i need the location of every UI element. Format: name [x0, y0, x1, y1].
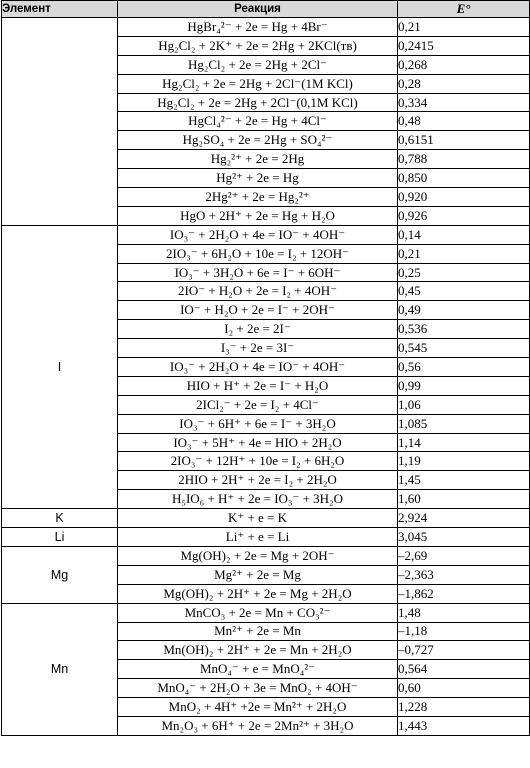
reaction-cell: Mg(OH)₂ + 2e = Mg + 2OH⁻ [118, 546, 398, 565]
reaction-cell: 2IO⁻ + H₂O + 2e = I₂ + 4OH⁻ [118, 282, 398, 301]
header-potential: E° [398, 1, 530, 18]
potential-cell: 0,545 [398, 339, 530, 358]
potential-cell: 0,21 [398, 244, 530, 263]
header-reaction: Реакция [118, 1, 398, 18]
table-row [2, 528, 530, 547]
potential-cell: 1,60 [398, 490, 530, 509]
table-row [2, 603, 530, 622]
reaction-cell: MnCO₃ + 2e = Mn + CO₃²⁻ [118, 603, 398, 622]
potential-cell: 1,085 [398, 414, 530, 433]
potential-cell: 0,850 [398, 169, 530, 188]
reaction-cell: 2HIO + 2H⁺ + 2e = I₂ + 2H₂O [118, 471, 398, 490]
potential-cell: 0,21 [398, 18, 530, 37]
reaction-cell: Mg²⁺ + 2e = Mg [118, 565, 398, 584]
potential-cell: 0,268 [398, 55, 530, 74]
reaction-cell: Mn₂O₃ + 6H⁺ + 2e = 2Mn²⁺ + 3H₂O [118, 716, 398, 735]
potential-cell: –1,18 [398, 622, 530, 641]
potential-cell: 0,2415 [398, 36, 530, 55]
reaction-cell: Mg(OH)₂ + 2H⁺ + 2e = Mg + 2H₂O [118, 584, 398, 603]
potential-cell: 0,6151 [398, 131, 530, 150]
element-cell: Mn [2, 603, 118, 735]
potential-cell: 0,45 [398, 282, 530, 301]
reaction-cell: Hg₂Cl₂ + 2K⁺ + 2e = 2Hg + 2KCl(тв) [118, 36, 398, 55]
reaction-cell: Hg₂SO₄ + 2e = 2Hg + SO₄²⁻ [118, 131, 398, 150]
reaction-cell: 2Hg²⁺ + 2e = Hg₂²⁺ [118, 188, 398, 207]
reaction-cell: IO₃⁻ + 3H₂O + 6e = I⁻ + 6OH⁻ [118, 263, 398, 282]
reaction-cell: IO⁻ + H₂O + 2e = I⁻ + 2OH⁻ [118, 301, 398, 320]
table-body [2, 18, 530, 736]
reaction-cell: MnO₄⁻ + e = MnO₄²⁻ [118, 660, 398, 679]
reaction-cell: HgBr₄²⁻ + 2e = Hg + 4Br⁻ [118, 18, 398, 37]
table-row [2, 546, 530, 565]
reaction-cell: IO₃⁻ + 2H₂O + 4e = IO⁻ + 4OH⁻ [118, 358, 398, 377]
potential-cell: –1,862 [398, 584, 530, 603]
table-row [2, 509, 530, 528]
potential-cell: 0,926 [398, 206, 530, 225]
potential-cell: 0,920 [398, 188, 530, 207]
potential-cell: 1,45 [398, 471, 530, 490]
table-row [2, 18, 530, 37]
reaction-cell: Hg₂Cl₂ + 2e = 2Hg + 2Cl⁻(1M KCl) [118, 74, 398, 93]
potential-cell: 0,25 [398, 263, 530, 282]
potential-cell: 0,334 [398, 93, 530, 112]
reaction-cell: 2IO₃⁻ + 12H⁺ + 10e = I₂ + 6H₂O [118, 452, 398, 471]
potential-cell: 0,788 [398, 150, 530, 169]
potential-cell: 1,19 [398, 452, 530, 471]
reaction-cell: Hg₂²⁺ + 2e = 2Hg [118, 150, 398, 169]
potential-cell: 1,443 [398, 716, 530, 735]
reaction-cell: HgCl₄²⁻ + 2e = Hg + 4Cl⁻ [118, 112, 398, 131]
reaction-cell: Hg₂Cl₂ + 2e = 2Hg + 2Cl⁻ [118, 55, 398, 74]
reaction-cell: Li⁺ + e = Li [118, 528, 398, 547]
potential-cell: 1,06 [398, 395, 530, 414]
reaction-cell: H₅IO₆ + H⁺ + 2e = IO₃⁻ + 3H₂O [118, 490, 398, 509]
element-cell: Mg [2, 546, 118, 603]
reaction-cell: HgO + 2H⁺ + 2e = Hg + H₂O [118, 206, 398, 225]
potential-cell: 0,56 [398, 358, 530, 377]
potential-cell: –2,363 [398, 565, 530, 584]
reaction-cell: MnO₄⁻ + 2H₂O + 3e = MnO₂ + 4OH⁻ [118, 679, 398, 698]
reaction-cell: IO₃⁻ + 5H⁺ + 4e = HIO + 2H₂O [118, 433, 398, 452]
potential-cell: 0,28 [398, 74, 530, 93]
potentials-table [1, 0, 530, 736]
reaction-cell: Mn²⁺ + 2e = Mn [118, 622, 398, 641]
potential-cell: 0,48 [398, 112, 530, 131]
reaction-cell: I₃⁻ + 2e = 3I⁻ [118, 339, 398, 358]
reaction-cell: K⁺ + e = K [118, 509, 398, 528]
potential-cell: –2,69 [398, 546, 530, 565]
potential-cell: 0,14 [398, 225, 530, 244]
potential-cell: 0,99 [398, 376, 530, 395]
potential-cell: 0,60 [398, 679, 530, 698]
header-element: Элемент [2, 1, 118, 18]
potential-cell: 1,228 [398, 698, 530, 717]
potential-cell: 1,48 [398, 603, 530, 622]
reaction-cell: Mn(OH)₂ + 2H⁺ + 2e = Mn + 2H₂O [118, 641, 398, 660]
reaction-cell: IO₃⁻ + 2H₂O + 4e = IO⁻ + 4OH⁻ [118, 225, 398, 244]
potential-cell: 1,14 [398, 433, 530, 452]
potential-cell: 0,49 [398, 301, 530, 320]
table-row [2, 225, 530, 244]
potential-cell: –0,727 [398, 641, 530, 660]
element-cell: I [2, 225, 118, 508]
element-cell [2, 18, 118, 226]
reaction-cell: Hg²⁺ + 2e = Hg [118, 169, 398, 188]
reaction-cell: Hg₂Cl₂ + 2e = 2Hg + 2Cl⁻(0,1M KCl) [118, 93, 398, 112]
reaction-cell: MnO₂ + 4H⁺ +2e = Mn²⁺ + 2H₂O [118, 698, 398, 717]
reaction-cell: 2ICl₂⁻ + 2e = I₂ + 4Cl⁻ [118, 395, 398, 414]
potential-cell: 3,045 [398, 528, 530, 547]
element-cell: K [2, 509, 118, 528]
reaction-cell: 2IO₃⁻ + 6H₂O + 10e = I₂ + 12OH⁻ [118, 244, 398, 263]
potential-cell: 2,924 [398, 509, 530, 528]
reaction-cell: IO₃⁻ + 6H⁺ + 6e = I⁻ + 3H₂O [118, 414, 398, 433]
reaction-cell: I₂ + 2e = 2I⁻ [118, 320, 398, 339]
reaction-cell: HIO + H⁺ + 2e = I⁻ + H₂O [118, 376, 398, 395]
potential-cell: 0,536 [398, 320, 530, 339]
potential-cell: 0,564 [398, 660, 530, 679]
element-cell: Li [2, 528, 118, 547]
header-row [2, 1, 530, 18]
